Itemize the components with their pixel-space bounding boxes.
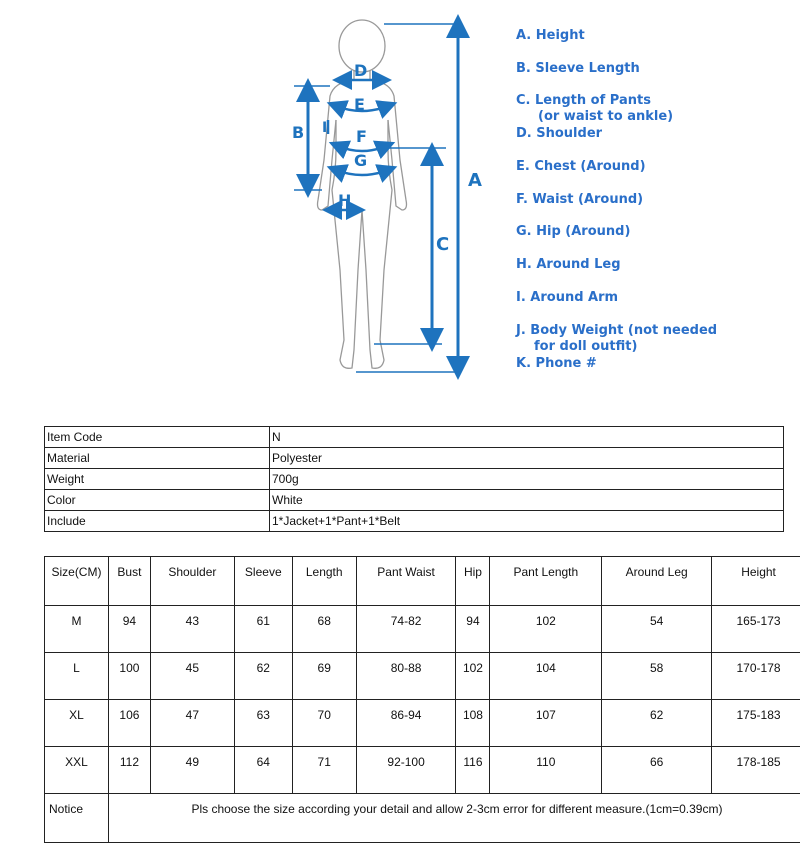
size-cell: 165-173 [712,606,800,653]
letter-e: E [354,95,365,114]
info-key: Weight [45,469,270,490]
header-cell: Bust [108,557,150,606]
size-row-xxl [45,747,800,794]
size-cell: 112 [108,747,150,794]
size-cell: 64 [234,747,292,794]
header-cell: Around Leg [602,557,712,606]
size-cell: 92-100 [356,747,456,794]
size-cell: 47 [150,700,234,747]
size-cell: 68 [292,606,356,653]
info-row [45,469,784,490]
info-key: Material [45,448,270,469]
size-cell: 178-185 [712,747,800,794]
size-cell: 86-94 [356,700,456,747]
size-cell: 61 [234,606,292,653]
size-cell: 49 [150,747,234,794]
notice-label: Notice [45,794,109,843]
info-value: 700g [270,469,784,490]
letter-d: D [354,61,367,80]
size-cell: XXL [45,747,109,794]
size-cell: 175-183 [712,700,800,747]
size-cell: 94 [108,606,150,653]
notice-row [45,794,800,843]
letter-h: H [338,191,351,210]
letter-f: F [356,127,367,146]
size-cell: 104 [490,653,602,700]
size-chart-table [44,556,800,843]
size-cell: 58 [602,653,712,700]
header-cell: Hip [456,557,490,606]
size-cell: 66 [602,747,712,794]
legend-item-j-sub: for doll outfit) [534,339,637,355]
size-cell: 170-178 [712,653,800,700]
legend-item-f: F. Waist (Around) [516,192,643,208]
legend-item-g: G. Hip (Around) [516,224,630,240]
size-cell: 54 [602,606,712,653]
legend-item-j: J. Body Weight (not needed [516,323,717,339]
header-cell: Sleeve [234,557,292,606]
info-key: Color [45,490,270,511]
info-row [45,427,784,448]
header-cell: Size(CM) [45,557,109,606]
info-value: Polyester [270,448,784,469]
letter-c: C [436,234,449,255]
header-cell: Pant Waist [356,557,456,606]
size-cell: M [45,606,109,653]
size-cell: 71 [292,747,356,794]
size-cell: 102 [456,653,490,700]
notice-text: Pls choose the size according your detail and allow 2-3cm error for different measure.(1cm=0.39cm) [108,794,800,843]
legend-item-i: I. Around Arm [516,290,618,306]
legend-item-c-sub: (or waist to ankle) [538,109,673,125]
size-cell: 106 [108,700,150,747]
header-cell: Pant Length [490,557,602,606]
header-cell: Height [712,557,800,606]
size-cell: 100 [108,653,150,700]
size-cell: 94 [456,606,490,653]
letter-g: G [354,151,367,170]
header-cell: Length [292,557,356,606]
size-row-xl [45,700,800,747]
size-header-row [45,557,800,606]
info-row [45,448,784,469]
info-key: Item Code [45,427,270,448]
size-row-l [45,653,800,700]
info-value: White [270,490,784,511]
info-row [45,511,784,532]
legend-item-h: H. Around Leg [516,257,621,273]
size-cell: 74-82 [356,606,456,653]
size-cell: 116 [456,747,490,794]
info-value: N [270,427,784,448]
legend-item-k: K. Phone # [516,356,597,372]
size-cell: 63 [234,700,292,747]
size-cell: 102 [490,606,602,653]
size-cell: XL [45,700,109,747]
letter-a: A [468,170,482,191]
size-cell: 107 [490,700,602,747]
size-cell: 70 [292,700,356,747]
info-row [45,490,784,511]
product-info-table [44,426,784,532]
legend-item-e: E. Chest (Around) [516,159,646,175]
info-key: Include [45,511,270,532]
size-cell: 108 [456,700,490,747]
size-cell: 45 [150,653,234,700]
legend-item-a: A. Height [516,28,585,44]
size-cell: 80-88 [356,653,456,700]
size-cell: 62 [234,653,292,700]
size-cell: 43 [150,606,234,653]
size-cell: 62 [602,700,712,747]
letter-i: I [322,120,327,136]
letter-b: B [292,123,304,142]
legend-item-b: B. Sleeve Length [516,61,640,77]
size-cell: 69 [292,653,356,700]
size-row-m [45,606,800,653]
info-value: 1*Jacket+1*Pant+1*Belt [270,511,784,532]
size-cell: 110 [490,747,602,794]
size-cell: L [45,653,109,700]
legend-item-d: D. Shoulder [516,126,602,142]
legend-item-c: C. Length of Pants [516,93,651,109]
header-cell: Shoulder [150,557,234,606]
